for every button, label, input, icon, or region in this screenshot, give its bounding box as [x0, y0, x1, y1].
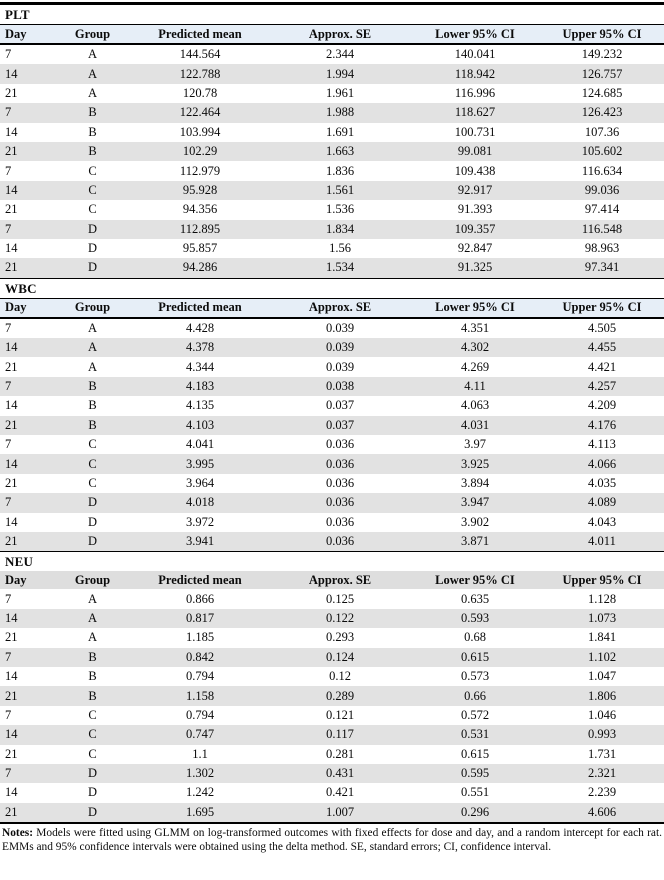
table-cell: 0.866	[185, 591, 215, 606]
table-cell: 0.794	[185, 669, 215, 684]
table-row	[0, 44, 664, 64]
data-table-plt	[0, 24, 664, 278]
table-cell: 2.344	[325, 47, 355, 62]
table-cell: 21	[0, 258, 55, 277]
table-cell: 21	[5, 359, 18, 374]
table-cell: 14	[0, 181, 55, 200]
table-cell: D	[55, 220, 130, 239]
table-row	[0, 416, 664, 435]
table-row	[0, 84, 664, 103]
table-cell: B	[88, 669, 97, 684]
table-cell: D	[55, 803, 130, 822]
table-cell: 1.731	[587, 746, 617, 761]
table-cell: 14	[0, 64, 55, 83]
table-cell: 4.103	[130, 416, 270, 435]
table-cell: 14	[0, 725, 55, 744]
table-cell: 109.438	[454, 163, 496, 178]
table-cell: 1.046	[587, 707, 617, 722]
table-cell: 1.994	[270, 64, 410, 83]
col-header-approx-se: Approx. SE	[270, 298, 410, 318]
table-row	[0, 64, 664, 83]
table-cell: 21	[0, 532, 55, 551]
col-header-predicted-mean: Predicted mean	[130, 298, 270, 318]
table-cell: 118.627	[410, 103, 540, 122]
table-header	[0, 298, 664, 318]
table-cell: 1.961	[325, 85, 355, 100]
table-cell: 7	[5, 437, 12, 452]
table-cell: 3.947	[410, 493, 540, 512]
table-cell: 0.293	[325, 630, 355, 645]
table-cell: 92.917	[410, 181, 540, 200]
table-cell: 0.572	[460, 707, 490, 722]
col-header-group: Group	[55, 298, 130, 318]
table-cell: 98.963	[584, 241, 620, 256]
table-cell: 1.834	[270, 220, 410, 239]
table-cell: 0.595	[410, 764, 540, 783]
table-cell: 21	[5, 476, 18, 490]
table-cell: 14	[5, 785, 18, 800]
table-cell: 21	[0, 803, 55, 822]
table-cell: 14	[0, 338, 55, 357]
table-cell: 3.925	[410, 454, 540, 473]
table-cell: 1.988	[270, 103, 410, 122]
table-cell: 4.421	[587, 359, 617, 374]
table-row	[0, 493, 664, 512]
table-row	[0, 318, 664, 338]
table-cell: C	[88, 437, 97, 452]
table-cell: D	[87, 514, 98, 529]
table-cell: C	[88, 476, 97, 490]
table-cell: 1.561	[270, 181, 410, 200]
table-cell: 21	[0, 142, 55, 161]
table-cell: 1.073	[540, 609, 664, 628]
table-cell: 4.11	[410, 377, 540, 396]
table-cell: B	[55, 142, 130, 161]
table-cell: 4.176	[540, 416, 664, 435]
section-wbc	[0, 278, 664, 552]
table-cell: 126.757	[540, 64, 664, 83]
table-cell: 4.269	[460, 359, 490, 374]
table-footnotes	[0, 822, 664, 855]
table-cell: 0.531	[410, 725, 540, 744]
table-row	[0, 667, 664, 686]
table-cell: 3.995	[130, 454, 270, 473]
table-cell: 118.942	[410, 64, 540, 83]
table-cell: 0.124	[270, 648, 410, 667]
table-cell: 4.428	[185, 320, 215, 335]
table-cell: 0.842	[130, 648, 270, 667]
table-cell: 3.902	[460, 514, 490, 529]
table-cell: 1.047	[587, 669, 617, 684]
table-cell: C	[88, 707, 97, 722]
table-cell: 0.66	[410, 686, 540, 705]
table-cell: C	[88, 746, 97, 761]
table-cell: 7	[0, 764, 55, 783]
table-cell: 7	[0, 648, 55, 667]
table-cell: 124.685	[581, 85, 623, 100]
table-cell: 0.794	[185, 707, 215, 722]
table-row	[0, 686, 664, 705]
table-cell: 4.209	[587, 398, 617, 413]
table-cell: 0.289	[270, 686, 410, 705]
col-header-lower-ci: Lower 95% CI	[410, 571, 540, 589]
table-body	[0, 589, 664, 822]
table-cell: 4.455	[540, 338, 664, 357]
table-cell: 140.041	[454, 47, 496, 62]
table-cell: D	[87, 241, 98, 256]
table-cell: 116.548	[540, 220, 664, 239]
table-cell: 1.536	[325, 202, 355, 217]
table-cell: 1.695	[130, 803, 270, 822]
table-row	[0, 764, 664, 783]
table-cell: 122.464	[130, 103, 270, 122]
table-cell: B	[55, 103, 130, 122]
table-cell: C	[88, 202, 97, 217]
table-cell: B	[55, 686, 130, 705]
table-cell: C	[88, 163, 97, 178]
table-cell: 109.357	[410, 220, 540, 239]
notes-label: Notes:	[2, 827, 33, 840]
table-cell: 14	[5, 669, 18, 684]
table-cell: A	[55, 64, 130, 83]
table-cell: 112.895	[130, 220, 270, 239]
col-header-predicted-mean: Predicted mean	[130, 571, 270, 589]
table-row	[0, 628, 664, 647]
table-cell: B	[55, 416, 130, 435]
table-cell: 4.113	[588, 437, 616, 452]
table-row	[0, 200, 664, 219]
table-cell: 1.56	[329, 241, 351, 256]
table-cell: 3.972	[185, 514, 215, 529]
notes-text: Models were fitted using GLMM on log-transformed outcomes with fixed effects for dose and day, and a random intercept for each rat. EMMs and 95% confidence intervals were obtained using the delta method. SE, standard errors; CI, confidence interval.	[2, 827, 662, 853]
table-cell: 4.606	[540, 803, 664, 822]
table-cell: 103.994	[179, 124, 221, 139]
table-row	[0, 123, 664, 142]
table-cell: 0.036	[325, 437, 355, 452]
table-cell: A	[87, 85, 98, 100]
table-cell: 4.135	[185, 398, 215, 413]
table-cell: 116.634	[581, 163, 623, 178]
table-cell: 91.325	[410, 258, 540, 277]
table-cell: 1.185	[185, 630, 215, 645]
table-cell: 99.036	[540, 181, 664, 200]
table-row	[0, 648, 664, 667]
table-cell: 0.037	[270, 416, 410, 435]
table-cell: 0.281	[325, 746, 355, 761]
table-row	[0, 142, 664, 161]
table-cell: 102.29	[130, 142, 270, 161]
col-header-day: Day	[0, 298, 55, 318]
table-cell: 0.12	[329, 669, 351, 684]
table-cell: 94.286	[130, 258, 270, 277]
table-cell: 21	[5, 85, 18, 100]
table-cell: 0.036	[325, 476, 355, 490]
table-cell: 116.996	[454, 85, 496, 100]
table-cell: 149.232	[581, 47, 623, 62]
table-cell: 107.36	[584, 124, 620, 139]
table-cell: 4.302	[410, 338, 540, 357]
table-cell: 91.393	[457, 202, 493, 217]
table-cell: 0.121	[325, 707, 355, 722]
table-cell: 14	[5, 124, 18, 139]
table-cell: A	[87, 630, 98, 645]
table-cell: B	[55, 377, 130, 396]
table-cell: 4.035	[587, 476, 617, 490]
table-cell: 4.351	[460, 320, 490, 335]
table-cell: 14	[5, 514, 18, 529]
table-cell: B	[88, 398, 97, 413]
table-body	[0, 318, 664, 552]
table-cell: 21	[5, 202, 18, 217]
table-row	[0, 161, 664, 180]
header-row	[0, 25, 664, 45]
table-row	[0, 589, 664, 608]
data-table-neu	[0, 571, 664, 822]
col-header-group: Group	[55, 25, 130, 45]
table-cell: 0.296	[410, 803, 540, 822]
data-table-wbc	[0, 298, 664, 552]
table-cell: 0.747	[130, 725, 270, 744]
table-cell: D	[55, 493, 130, 512]
table-cell: 0.573	[460, 669, 490, 684]
table-row	[0, 181, 664, 200]
table-cell: 100.731	[454, 124, 496, 139]
section-title: PLT	[0, 2, 664, 24]
table-cell: 0.593	[410, 609, 540, 628]
table-cell: D	[87, 785, 98, 800]
table-cell: 0.039	[325, 320, 355, 335]
table-cell: 0.551	[460, 785, 490, 800]
table-cell: 1.836	[325, 163, 355, 178]
table-cell: 1.691	[325, 124, 355, 139]
table-cell: 1.102	[540, 648, 664, 667]
table-cell: 14	[5, 398, 18, 413]
table-cell: 14	[0, 454, 55, 473]
header-row	[0, 571, 664, 589]
table-cell: 95.857	[182, 241, 218, 256]
col-header-upper-ci: Upper 95% CI	[540, 298, 664, 318]
table-cell: 1.841	[587, 630, 617, 645]
col-header-lower-ci: Lower 95% CI	[410, 25, 540, 45]
table-row	[0, 454, 664, 473]
table-cell: 4.344	[185, 359, 215, 374]
col-header-group: Group	[55, 571, 130, 589]
table-cell: A	[55, 609, 130, 628]
table-cell: 0.036	[270, 493, 410, 512]
table-cell: 1.663	[270, 142, 410, 161]
table-cell: C	[55, 725, 130, 744]
table-cell: 1.128	[587, 591, 617, 606]
table-row	[0, 706, 664, 725]
table-cell: 112.979	[179, 163, 221, 178]
section-title: WBC	[0, 278, 664, 298]
table-cell: 14	[5, 241, 18, 256]
col-header-day: Day	[0, 571, 55, 589]
table-cell: 3.871	[410, 532, 540, 551]
col-header-predicted-mean: Predicted mean	[130, 25, 270, 45]
table-row	[0, 220, 664, 239]
table-cell: 122.788	[130, 64, 270, 83]
table-cell: 0.635	[460, 591, 490, 606]
table-cell: 1.158	[130, 686, 270, 705]
table-cell: 4.183	[130, 377, 270, 396]
table-cell: 2.239	[587, 785, 617, 800]
table-cell: 1.007	[270, 803, 410, 822]
table-cell: 1.806	[540, 686, 664, 705]
table-cell: 95.928	[130, 181, 270, 200]
table-cell: 7	[0, 220, 55, 239]
table-row	[0, 783, 664, 802]
table-row	[0, 103, 664, 122]
table-header	[0, 25, 664, 45]
table-row	[0, 239, 664, 258]
table-cell: 4.378	[130, 338, 270, 357]
table-cell: 0.117	[270, 725, 410, 744]
table-row	[0, 745, 664, 764]
table-cell: 0.993	[540, 725, 664, 744]
col-header-lower-ci: Lower 95% CI	[410, 298, 540, 318]
table-cell: 4.018	[130, 493, 270, 512]
table-row	[0, 513, 664, 532]
table-cell: 7	[5, 591, 12, 606]
table-cell: B	[88, 124, 97, 139]
table-cell: 3.964	[185, 476, 215, 490]
table-cell: 21	[5, 746, 18, 761]
table-cell: 120.78	[182, 85, 218, 100]
table-cell: D	[55, 532, 130, 551]
section-plt	[0, 2, 664, 278]
table-row	[0, 725, 664, 744]
table-cell: 7	[5, 47, 12, 62]
table-cell: 0.038	[270, 377, 410, 396]
table-cell: D	[55, 258, 130, 277]
table-cell: 0.036	[325, 514, 355, 529]
table-body	[0, 44, 664, 278]
table-cell: 0.817	[130, 609, 270, 628]
table-cell: 144.564	[179, 47, 221, 62]
table-cell: 4.043	[587, 514, 617, 529]
table-cell: 7	[5, 163, 12, 178]
col-header-approx-se: Approx. SE	[270, 25, 410, 45]
section-title: NEU	[0, 551, 664, 571]
table-cell: 7	[5, 707, 12, 722]
table-cell: 4.041	[185, 437, 215, 452]
table-cell: 0.431	[270, 764, 410, 783]
table-row	[0, 377, 664, 396]
table-cell: 1.302	[130, 764, 270, 783]
table-cell: 1.1	[192, 746, 208, 761]
table-cell: 4.011	[540, 532, 664, 551]
table-header	[0, 571, 664, 589]
table-cell: 94.356	[182, 202, 218, 217]
table-row	[0, 396, 664, 415]
table-row	[0, 803, 664, 822]
table-cell: 7	[0, 377, 55, 396]
table-cell: A	[87, 47, 98, 62]
table-row	[0, 532, 664, 551]
table-cell: 105.602	[540, 142, 664, 161]
table-cell: A	[87, 320, 98, 335]
col-header-day: Day	[0, 25, 55, 45]
table-cell: 0.039	[325, 359, 355, 374]
table-cell: 2.321	[540, 764, 664, 783]
table-cell: 0.615	[410, 648, 540, 667]
table-cell: C	[55, 181, 130, 200]
table-cell: 126.423	[540, 103, 664, 122]
table-cell: 4.505	[587, 320, 617, 335]
table-cell: 3.97	[464, 437, 486, 452]
col-header-upper-ci: Upper 95% CI	[540, 571, 664, 589]
table-cell: 1.242	[185, 785, 215, 800]
table-cell: 4.066	[540, 454, 664, 473]
table-cell: 21	[0, 686, 55, 705]
table-cell: 92.847	[457, 241, 493, 256]
section-neu	[0, 551, 664, 822]
table-cell: 14	[0, 609, 55, 628]
table-cell: 21	[5, 630, 18, 645]
table-cell: D	[55, 764, 130, 783]
table-cell: 0.036	[270, 532, 410, 551]
table-row	[0, 357, 664, 376]
table-cell: 0.68	[464, 630, 486, 645]
table-cell: 3.894	[460, 476, 490, 490]
col-header-upper-ci: Upper 95% CI	[540, 25, 664, 45]
table-cell: 7	[5, 320, 12, 335]
table-cell: 0.036	[270, 454, 410, 473]
table-cell: 4.031	[410, 416, 540, 435]
table-cell: 4.063	[460, 398, 490, 413]
table-cell: C	[55, 454, 130, 473]
table-cell: 0.037	[325, 398, 355, 413]
table-cell: 4.089	[540, 493, 664, 512]
table-cell: 0.039	[270, 338, 410, 357]
table-cell: 7	[0, 493, 55, 512]
table-cell: A	[87, 591, 98, 606]
table-cell: 4.257	[540, 377, 664, 396]
table-cell: 97.341	[540, 258, 664, 277]
table-cell: 0.122	[270, 609, 410, 628]
table-row	[0, 474, 664, 493]
table-row	[0, 258, 664, 277]
table-cell: 7	[0, 103, 55, 122]
table-row	[0, 435, 664, 454]
table-cell: 1.534	[270, 258, 410, 277]
table-cell: 99.081	[410, 142, 540, 161]
table-cell: 0.615	[460, 746, 490, 761]
table-cell: 0.421	[325, 785, 355, 800]
table-cell: 21	[0, 416, 55, 435]
table-cell: B	[55, 648, 130, 667]
table-cell: 97.414	[584, 202, 620, 217]
table-cell: A	[87, 359, 98, 374]
table-cell: A	[55, 338, 130, 357]
col-header-approx-se: Approx. SE	[270, 571, 410, 589]
header-row	[0, 298, 664, 318]
table-cell: 3.941	[130, 532, 270, 551]
table-row	[0, 338, 664, 357]
table-row	[0, 609, 664, 628]
table-cell: 0.125	[325, 591, 355, 606]
